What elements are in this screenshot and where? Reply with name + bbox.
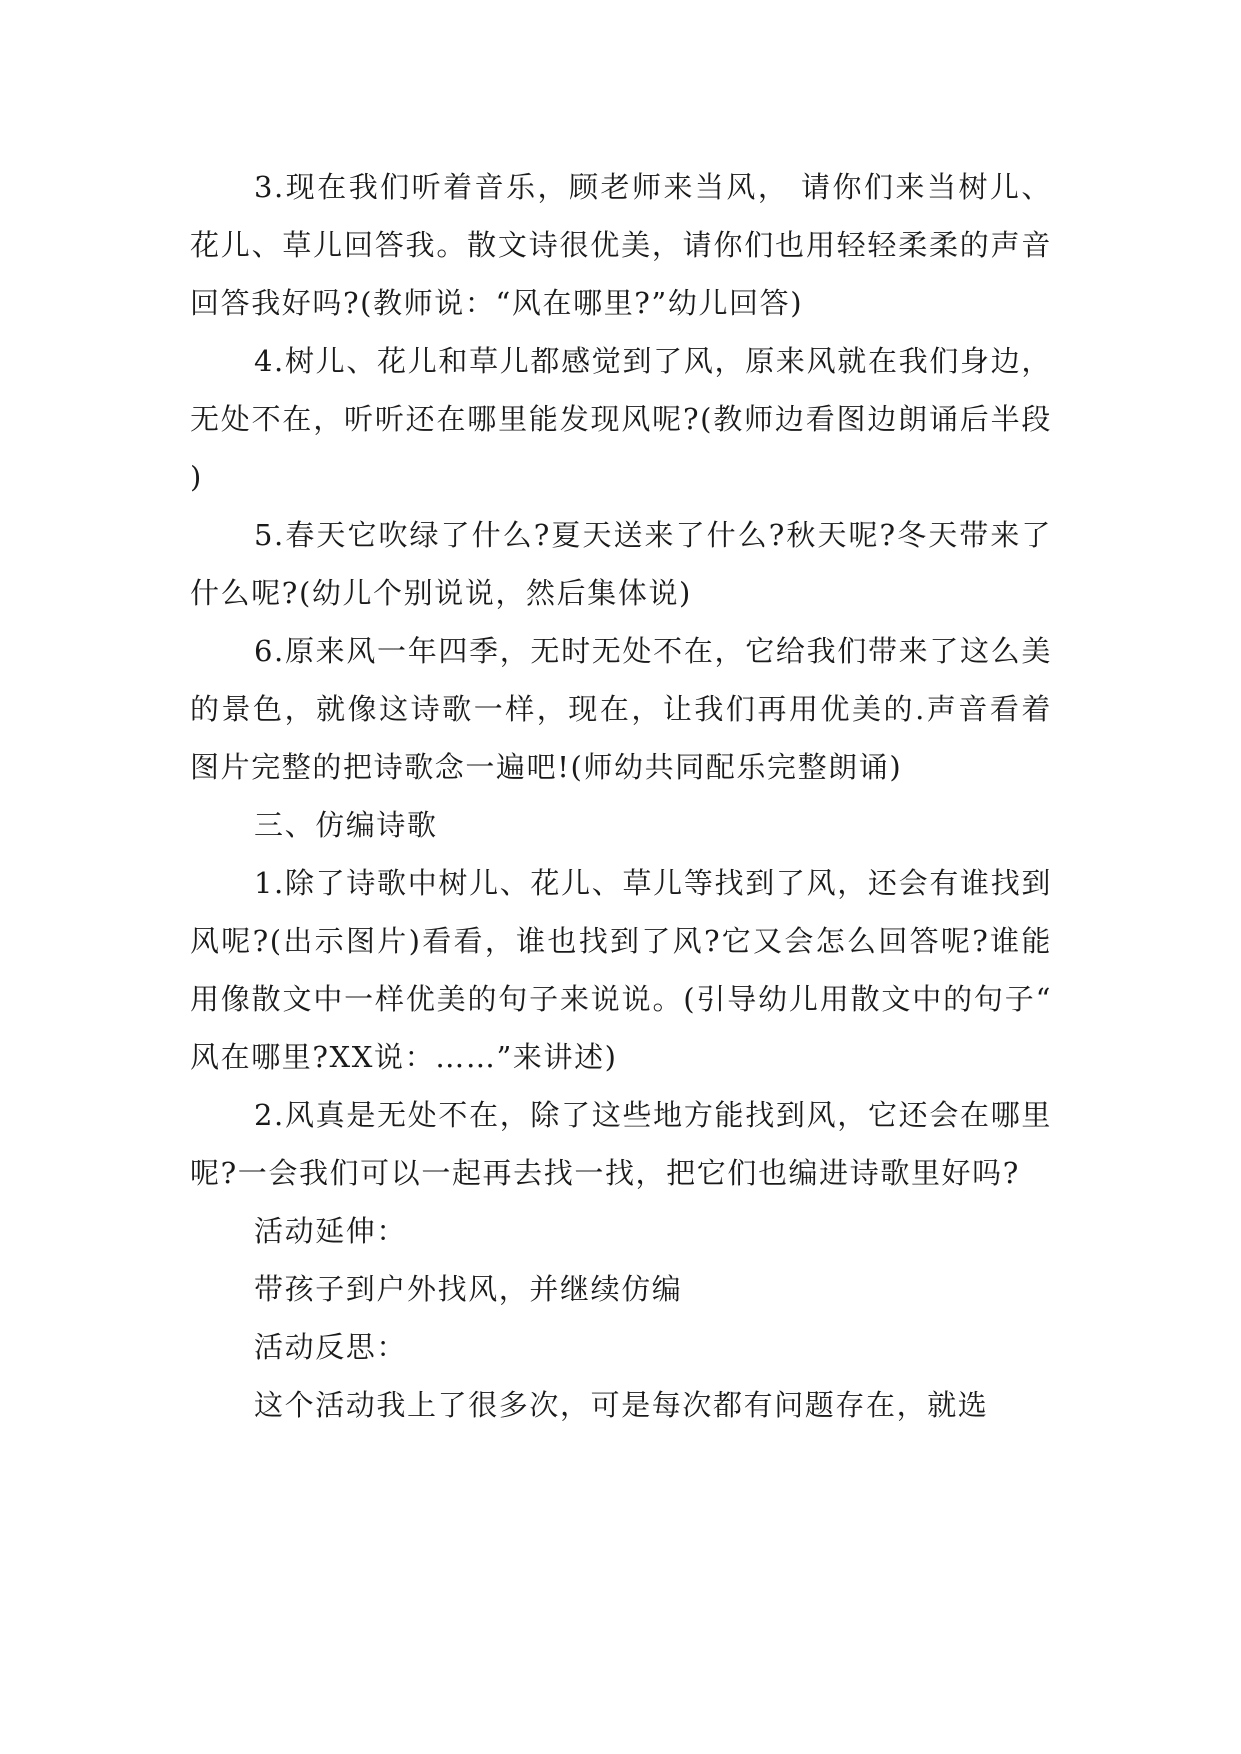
paragraph-step-6: 6.原来风一年四季，无时无处不在，它给我们带来了这么美的景色，就像这诗歌一样，现在，让我们再用优美的.声音看着图片完整的把诗歌念一遍吧!(师幼共同配乐完整朗诵) bbox=[190, 634, 1052, 784]
paragraph-imitate-1: 1.除了诗歌中树儿、花儿、草儿等找到了风，还会有谁找到风呢?(出示图片)看看，谁也找到了风?它又会怎么回答呢?谁能用像散文中一样优美的句子来说说。(引导幼儿用散文中的句子“风在哪里?XX说：……”来讲述) bbox=[190, 866, 1052, 1074]
paragraph-activity-reflection: 这个活动我上了很多次，可是每次都有问题存在，就选 bbox=[254, 1388, 989, 1422]
paragraph-step-5: 5.春天它吹绿了什么?夏天送来了什么?秋天呢?冬天带来了什么呢?(幼儿个别说说，然后集体说) bbox=[190, 518, 1052, 610]
paragraph-activity-extension: 带孩子到户外找风，并继续仿编 bbox=[254, 1272, 683, 1306]
paragraph-imitate-2: 2.风真是无处不在，除了这些地方能找到风，它还会在哪里呢?一会我们可以一起再去找一找，把它们也编进诗歌里好吗? bbox=[190, 1098, 1052, 1190]
heading-activity-extension: 活动延伸： bbox=[254, 1214, 408, 1248]
heading-activity-reflection: 活动反思： bbox=[254, 1330, 408, 1364]
paragraph-step-3: 3.现在我们听着音乐，顾老师来当风， 请你们来当树儿、花儿、草儿回答我。散文诗很优美，请你们也用轻轻柔柔的声音回答我好吗?(教师说：“风在哪里?”幼儿回答) bbox=[190, 170, 1052, 320]
paragraph-step-4: 4.树儿、花儿和草儿都感觉到了风，原来风就在我们身边，无处不在，听听还在哪里能发现风呢?(教师边看图边朗诵后半段) bbox=[190, 344, 1052, 494]
section-heading-imitate-poem: 三、仿编诗歌 bbox=[254, 808, 438, 842]
document-body bbox=[190, 158, 1052, 1434]
